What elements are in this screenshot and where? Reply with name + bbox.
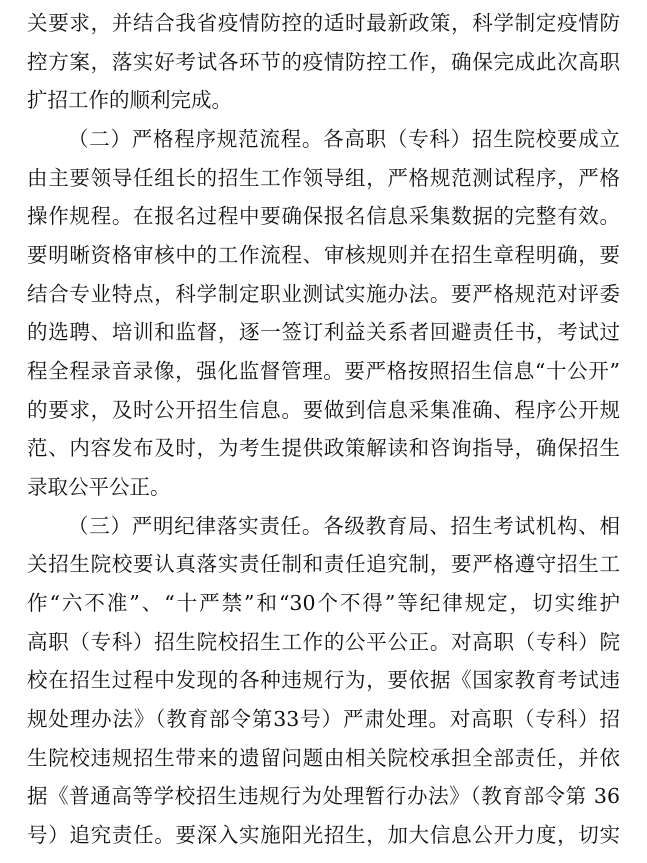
text-line: 操作规程。在报名过程中要确保报名信息采集数据的完整有效。: [27, 204, 620, 228]
text-line: 关招生院校要认真落实责任制和责任追究制，要严格遵守招生工: [27, 552, 620, 576]
section-heading-line: （三）严明纪律落实责任。各级教育局、招生考试机构、相: [68, 514, 620, 538]
text-line: 作“六不准”、“十严禁”和“30个不得”等纪律规定，切实维护: [27, 591, 620, 615]
section-heading-line: （二）严格程序规范流程。各高职（专科）招生院校要成立: [68, 127, 620, 151]
text-line: 由主要领导任组长的招生工作领导组，严格规范测试程序，严格: [27, 166, 620, 190]
text-line: 范、内容发布及时，为考生提供政策解读和咨询指导，确保招生: [27, 436, 620, 460]
text-line: 生院校违规招生带来的遗留问题由相关院校承担全部责任，并依: [27, 746, 620, 770]
text-line: 校在招生过程中发现的各种违规行为，要依据《国家教育考试违: [27, 668, 620, 692]
text-line: 录取公平公正。: [27, 475, 171, 499]
text-line: 高职（专科）招生院校招生工作的公平公正。对高职（专科）院: [27, 630, 620, 654]
text-line: 号）追究责任。要深入实施阳光招生，加大信息公开力度，切实: [27, 823, 620, 847]
text-line: 程全程录音录像，强化监督管理。要严格按照招生信息“十公开”: [27, 359, 620, 383]
text-line: 规处理办法》（教育部令第33号）严肃处理。对高职（专科）招: [27, 707, 620, 731]
text-line: 控方案，落实好考试各环节的疫情防控工作，确保完成此次高职: [27, 50, 620, 74]
text-line: 要明晰资格审核中的工作流程、审核规则并在招生章程明确，要: [27, 243, 620, 267]
text-line: 据《普通高等学校招生违规行为处理暂行办法》（教育部令第 36: [27, 784, 620, 808]
text-line: 扩招工作的顺利完成。: [27, 88, 232, 112]
text-line: 的选聘、培训和监督，逐一签订利益关系者回避责任书，考试过: [27, 320, 620, 344]
text-line: 的要求，及时公开招生信息。要做到信息采集准确、程序公开规: [27, 398, 620, 422]
text-line: 关要求，并结合我省疫情防控的适时最新政策，科学制定疫情防: [27, 11, 620, 35]
text-line: 结合专业特点，科学制定职业测试实施办法。要严格规范对评委: [27, 282, 620, 306]
